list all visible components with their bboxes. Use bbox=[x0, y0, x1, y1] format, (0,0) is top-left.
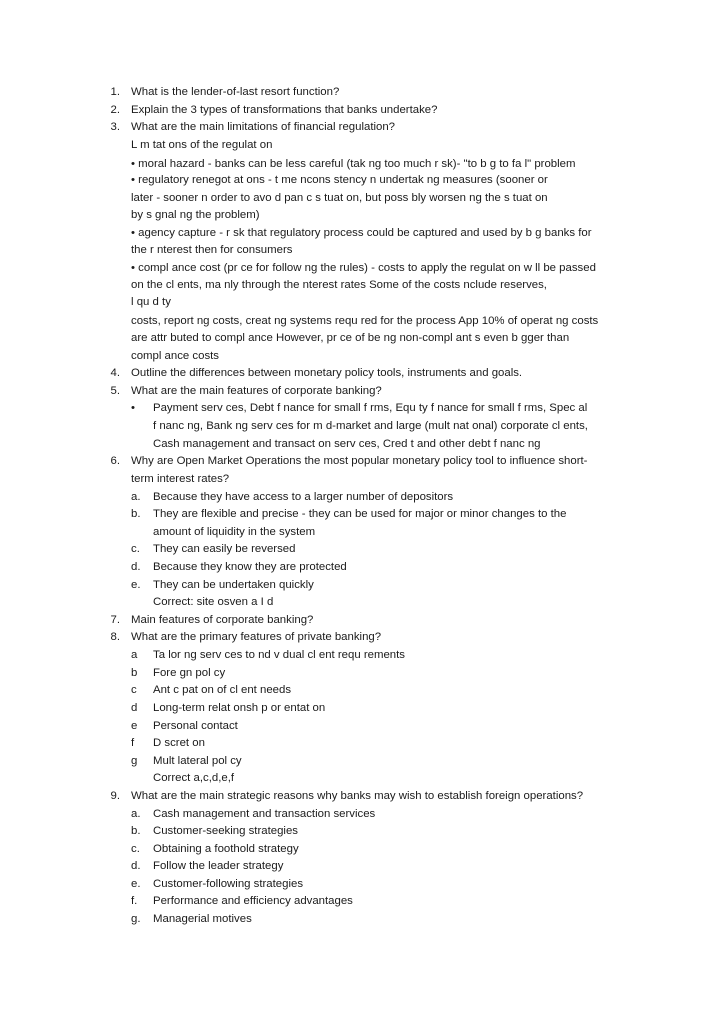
option-letter: e bbox=[131, 720, 138, 732]
answer-line: later - sooner n order to avo d pan c s tuat on, but poss bly worsen ng the s tuat on bbox=[131, 192, 548, 204]
option-text: Customer-seeking strategies bbox=[153, 825, 298, 837]
option-letter: c. bbox=[131, 843, 140, 855]
question-number: 6. bbox=[110, 455, 120, 467]
option-letter: d. bbox=[131, 561, 141, 573]
question-5-text: What are the main features of corporate banking? bbox=[131, 385, 382, 397]
option-text: D scret on bbox=[153, 737, 205, 749]
answer-line: l qu d ty bbox=[131, 296, 171, 308]
question-number: 9. bbox=[110, 790, 120, 802]
option-text: Personal contact bbox=[153, 720, 238, 732]
answer-line: Payment serv ces, Debt f nance for small f rms, Equ ty f nance for small f rms, Spec al bbox=[153, 402, 588, 414]
option-text: Because they have access to a larger number of depositors bbox=[153, 491, 454, 503]
option-text: Customer-following strategies bbox=[153, 878, 304, 890]
question-4-text: Outline the differences between monetary policy tools, instruments and goals. bbox=[131, 367, 523, 379]
option-letter: g bbox=[131, 755, 138, 767]
correct-answer: Correct: site osven a I d bbox=[153, 596, 274, 608]
correct-answer: Correct a,c,d,e,f bbox=[153, 772, 235, 784]
question-number: 2. bbox=[110, 104, 120, 116]
answer-line: Cash management and transact on serv ces, Cred t and other debt f nanc ng bbox=[153, 438, 541, 450]
option-letter: c bbox=[131, 684, 137, 696]
option-text: amount of liquidity in the system bbox=[153, 526, 316, 538]
option-text: Mult lateral pol cy bbox=[153, 755, 242, 767]
answer-line: • regulatory renegot at ons - t me ncons stency n undertak ng measures (sooner or bbox=[131, 174, 548, 186]
question-number: 4. bbox=[110, 367, 120, 379]
question-number: 5. bbox=[110, 385, 120, 397]
option-letter: d. bbox=[131, 860, 141, 872]
option-letter: f. bbox=[131, 895, 138, 907]
option-letter: a. bbox=[131, 491, 141, 503]
answer-line: L m tat ons of the regulat on bbox=[131, 139, 273, 151]
answer-line: the r nterest then for consumers bbox=[131, 244, 293, 256]
option-text: Fore gn pol cy bbox=[153, 667, 226, 679]
answer-line: are attr buted to compl ance However, pr ce of be ng non-compl ant s even b gger than bbox=[131, 332, 570, 344]
question-6-text: term interest rates? bbox=[131, 473, 230, 485]
option-letter: f bbox=[131, 737, 135, 749]
option-letter: e. bbox=[131, 579, 141, 591]
option-letter: c. bbox=[131, 543, 140, 555]
answer-line: • compl ance cost (pr ce for follow ng the rules) - costs to apply the regulat on w ll be passed bbox=[131, 262, 596, 274]
question-number: 8. bbox=[110, 631, 120, 643]
option-letter: b bbox=[131, 667, 138, 679]
answer-line: by s gnal ng the problem) bbox=[131, 209, 260, 221]
option-text: Long-term relat onsh p or entat on bbox=[153, 702, 326, 714]
answer-line: • moral hazard - banks can be less careful (tak ng too much r sk)- "to b g to fa l" problem bbox=[131, 158, 576, 170]
option-text: Cash management and transaction services bbox=[153, 808, 376, 820]
option-letter: d bbox=[131, 702, 138, 714]
option-text: They are flexible and precise - they can be used for major or minor changes to the bbox=[153, 508, 567, 520]
question-9-text: What are the main strategic reasons why banks may wish to establish foreign operations? bbox=[131, 790, 584, 802]
option-text: Ant c pat on of cl ent needs bbox=[153, 684, 292, 696]
option-letter: e. bbox=[131, 878, 141, 890]
question-2-text: Explain the 3 types of transformations that banks undertake? bbox=[131, 104, 438, 116]
option-text: They can easily be reversed bbox=[153, 543, 296, 555]
option-letter: a. bbox=[131, 808, 141, 820]
question-8-text: What are the primary features of private banking? bbox=[131, 631, 382, 643]
question-6-text: Why are Open Market Operations the most popular monetary policy tool to influence short- bbox=[131, 455, 588, 467]
option-letter: g. bbox=[131, 913, 141, 925]
option-text: Obtaining a foothold strategy bbox=[153, 843, 299, 855]
option-letter: b. bbox=[131, 825, 141, 837]
bullet-marker: • bbox=[131, 402, 135, 414]
question-1-text: What is the lender-of-last resort function? bbox=[131, 86, 340, 98]
option-text: Managerial motives bbox=[153, 913, 252, 925]
answer-line: costs, report ng costs, creat ng systems requ red for the process App 10% of operat ng costs bbox=[131, 315, 599, 327]
option-text: Performance and efficiency advantages bbox=[153, 895, 353, 907]
question-7-text: Main features of corporate banking? bbox=[131, 614, 314, 626]
option-text: Because they know they are protected bbox=[153, 561, 347, 573]
option-letter: a bbox=[131, 649, 138, 661]
option-letter: b. bbox=[131, 508, 141, 520]
question-number: 7. bbox=[110, 614, 120, 626]
option-text: They can be undertaken quickly bbox=[153, 579, 314, 591]
answer-line: compl ance costs bbox=[131, 350, 219, 362]
option-text: Ta lor ng serv ces to nd v dual cl ent requ rements bbox=[153, 649, 405, 661]
answer-line: • agency capture - r sk that regulatory process could be captured and used by b g banks for bbox=[131, 227, 592, 239]
answer-line: on the cl ents, ma nly through the nterest rates Some of the costs nclude reserves, bbox=[131, 279, 547, 291]
answer-line: f nanc ng, Bank ng serv ces for m d-market and large (mult nat onal) corporate cl ents, bbox=[153, 420, 588, 432]
option-text: Follow the leader strategy bbox=[153, 860, 284, 872]
question-number: 3. bbox=[110, 121, 120, 133]
question-number: 1. bbox=[110, 86, 120, 98]
question-3-text: What are the main limitations of financial regulation? bbox=[131, 121, 396, 133]
